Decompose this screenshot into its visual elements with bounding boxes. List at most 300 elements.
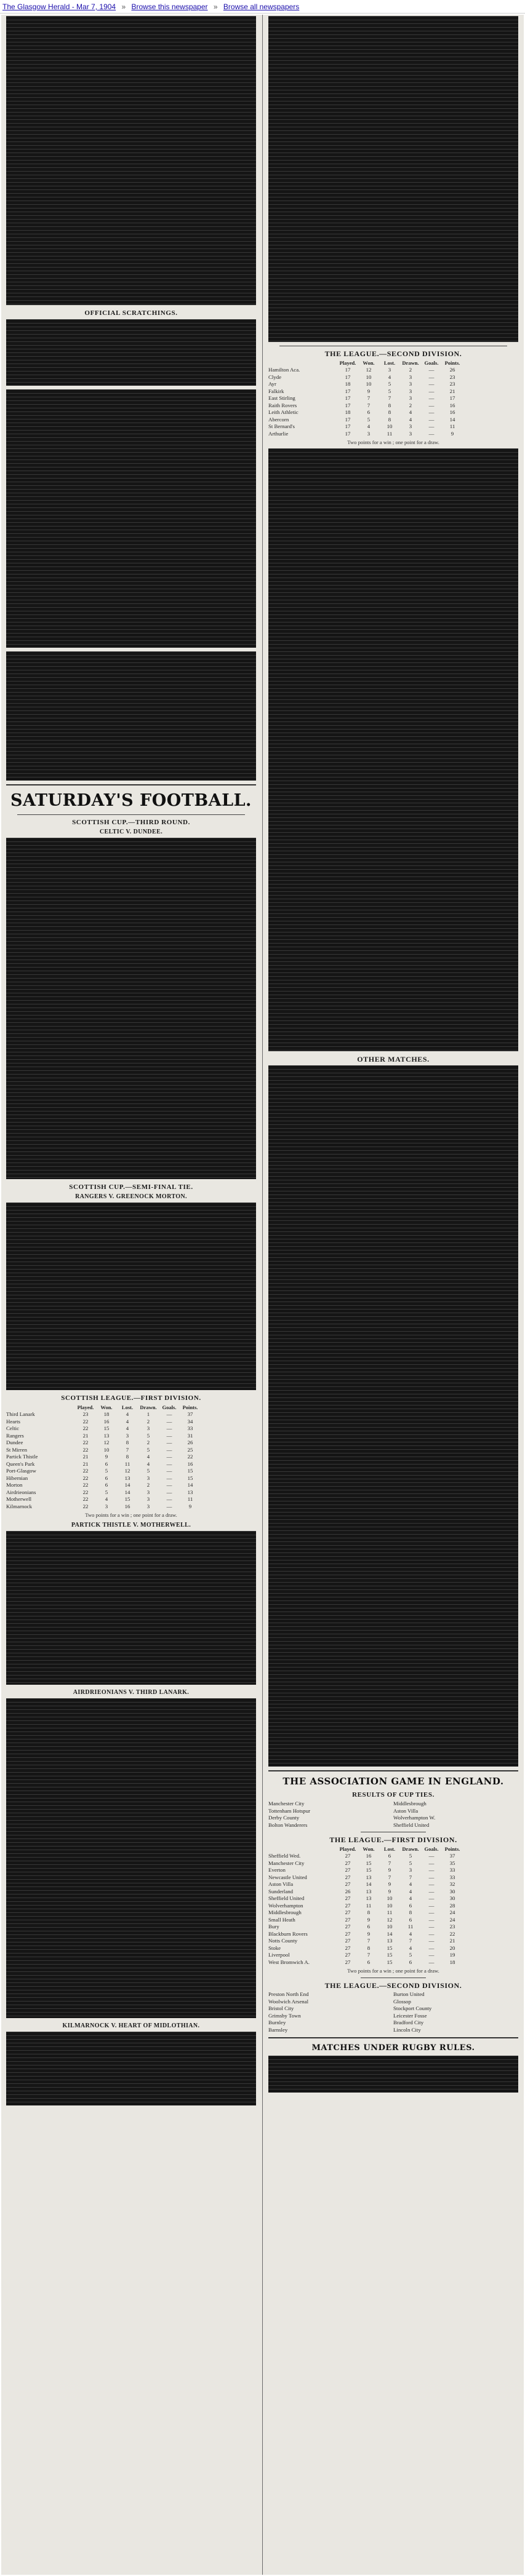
result-row <box>268 1822 518 1829</box>
home-team: Bolton Wanderers <box>268 1821 308 1828</box>
league-row <box>268 416 518 424</box>
stat-cell: — <box>166 1425 172 1431</box>
stat-cell: 13 <box>124 1474 130 1481</box>
stat-cell: 13 <box>366 1895 372 1901</box>
team-name: Everton <box>268 1867 286 1873</box>
stat-cell: 6 <box>105 1460 108 1467</box>
stat-cell: 9 <box>388 1867 391 1873</box>
stat-cell: — <box>428 409 435 415</box>
away-team: Bradford City <box>393 2019 424 2025</box>
result-row <box>268 1998 518 2006</box>
league-row <box>268 431 518 438</box>
league-table <box>268 367 518 437</box>
stat-cell: — <box>166 1453 172 1460</box>
stat-cell: 6 <box>105 1482 108 1488</box>
stat-cell: 22 <box>187 1453 193 1460</box>
official-scratchings-heading: OFFICIAL SCRATCHINGS. <box>84 309 178 317</box>
league-second-division-heading: THE LEAGUE.—SECOND DIVISION. <box>324 349 462 358</box>
section-divider <box>17 814 245 815</box>
stat-cell: 18 <box>449 1958 455 1965</box>
stat-cell: 5 <box>146 1432 150 1439</box>
stat-cell: 13 <box>103 1432 110 1439</box>
league-first-division-heading: SCOTTISH LEAGUE.—FIRST DIVISION. <box>61 1394 201 1402</box>
stat-cell: 3 <box>146 1474 150 1481</box>
stat-cell: 14 <box>366 1881 372 1887</box>
separator: » <box>213 2 218 11</box>
stat-cell: 37 <box>187 1411 193 1417</box>
stat-cell: 3 <box>367 430 371 437</box>
stat-cell: 5 <box>388 388 391 394</box>
article-text-block <box>6 319 256 386</box>
league-table-header: Played. Won. Lost. Drawn. Goals. Points. <box>339 360 460 366</box>
stat-cell: — <box>428 1930 435 1937</box>
stat-cell: 27 <box>345 1902 351 1909</box>
stat-cell: 3 <box>146 1489 150 1495</box>
stat-cell: — <box>428 1916 435 1923</box>
stat-cell: 3 <box>146 1496 150 1502</box>
team-name: Raith Rovers <box>268 402 297 408</box>
english-league-first-heading: THE LEAGUE.—FIRST DIVISION. <box>329 1835 457 1844</box>
home-team: Manchester City <box>268 1800 305 1807</box>
stat-cell: — <box>428 402 435 408</box>
league-row <box>268 1888 518 1896</box>
stat-cell: — <box>428 1888 435 1894</box>
stat-cell: 4 <box>105 1496 108 1502</box>
team-name: Stoke <box>268 1944 281 1951</box>
stat-cell: 33 <box>449 1867 455 1873</box>
cup-ties-heading: RESULTS OF CUP TIES. <box>352 1791 435 1799</box>
home-team: Burnley <box>268 2019 286 2025</box>
league-row <box>268 1938 518 1945</box>
league-row <box>268 388 518 396</box>
semi-final-heading: SCOTTISH CUP.—SEMI-FINAL TIE. <box>69 1183 193 1191</box>
stat-cell: 1 <box>146 1411 150 1417</box>
cup-results-list <box>268 1800 518 1829</box>
team-name: Hibernian <box>6 1474 28 1481</box>
stat-cell: 22 <box>82 1439 89 1445</box>
english-league-second-heading: THE LEAGUE.—SECOND DIVISION. <box>324 1981 462 1990</box>
stat-cell: 27 <box>345 1930 351 1937</box>
away-team: Burton United <box>393 1991 425 1997</box>
league-row <box>268 402 518 410</box>
stat-cell: 4 <box>388 373 391 380</box>
result-row <box>268 2027 518 2034</box>
section-divider <box>268 2037 518 2038</box>
stat-cell: 5 <box>409 1859 412 1866</box>
stat-cell: — <box>166 1468 172 1474</box>
team-name: Airdrieonians <box>6 1489 36 1495</box>
league-note: Two points for a win ; one point for a draw. <box>347 1968 439 1974</box>
league-table-header: Played. Won. Lost. Drawn. Goals. Points. <box>339 1846 460 1852</box>
column-rule <box>262 15 263 2575</box>
stat-cell: 15 <box>187 1474 193 1481</box>
stat-cell: 3 <box>146 1503 150 1509</box>
stat-cell: 27 <box>345 1916 351 1923</box>
stat-cell: 27 <box>345 1853 351 1859</box>
stat-cell: 27 <box>345 1958 351 1965</box>
stat-cell: 31 <box>187 1432 193 1439</box>
stat-cell: — <box>166 1432 172 1439</box>
stat-cell: 8 <box>367 1944 371 1951</box>
stat-cell: 27 <box>345 1944 351 1951</box>
stat-cell: 4 <box>409 1881 412 1887</box>
match-report <box>6 1531 256 1685</box>
stat-cell: — <box>428 381 435 387</box>
stat-cell: 15 <box>366 1859 372 1866</box>
stat-cell: 9 <box>367 1916 371 1923</box>
league-row <box>268 409 518 416</box>
stat-cell: — <box>166 1503 172 1509</box>
stat-cell: 17 <box>345 373 351 380</box>
team-name: Newcastle United <box>268 1874 307 1880</box>
league-row <box>268 1923 518 1931</box>
league-row <box>268 423 518 431</box>
stat-cell: 13 <box>187 1489 193 1495</box>
stat-cell: 15 <box>187 1468 193 1474</box>
stat-cell: 9 <box>388 1888 391 1894</box>
stat-cell: 8 <box>388 409 391 415</box>
stat-cell: 9 <box>451 430 454 437</box>
stat-cell: 7 <box>388 395 391 401</box>
scottish-cup-heading: SCOTTISH CUP.—THIRD ROUND. <box>72 819 190 826</box>
team-name: Wolverhampton <box>268 1902 303 1909</box>
stat-cell: 32 <box>449 1881 455 1887</box>
team-name: Morton <box>6 1482 23 1488</box>
separator: » <box>121 2 126 11</box>
league-row <box>268 1867 518 1874</box>
stat-cell: 3 <box>409 388 412 394</box>
league-row <box>6 1418 256 1426</box>
stat-cell: 9 <box>388 1881 391 1887</box>
browse-all-link[interactable]: Browse all newspapers <box>223 2 300 11</box>
results-list <box>268 1991 518 2033</box>
stat-cell: 22 <box>82 1482 89 1488</box>
away-team: Wolverhampton W. <box>393 1815 436 1821</box>
stat-cell: — <box>428 1874 435 1880</box>
article-text-block <box>6 16 256 305</box>
league-row <box>268 367 518 374</box>
stat-cell: 3 <box>388 367 391 373</box>
team-name: Port-Glasgow <box>6 1468 36 1474</box>
league-row <box>6 1439 256 1447</box>
team-name: Sheffield Wed. <box>268 1853 301 1859</box>
stat-cell: 28 <box>449 1902 455 1909</box>
stat-cell: 20 <box>449 1944 455 1951</box>
stat-cell: — <box>166 1439 172 1445</box>
stat-cell: 22 <box>449 1930 455 1937</box>
stat-cell: 24 <box>449 1916 455 1923</box>
stat-cell: 4 <box>409 1888 412 1894</box>
stat-cell: 11 <box>449 423 455 429</box>
stat-cell: 7 <box>367 1952 371 1958</box>
stat-cell: 7 <box>388 1859 391 1866</box>
stat-cell: 13 <box>366 1888 372 1894</box>
away-team: Glossop <box>393 1998 411 2005</box>
league-row <box>268 374 518 381</box>
stat-cell: — <box>428 423 435 429</box>
league-row <box>6 1425 256 1433</box>
stat-cell: 17 <box>345 423 351 429</box>
stat-cell: 13 <box>387 1938 393 1944</box>
stat-cell: 5 <box>146 1446 150 1453</box>
result-row <box>268 1800 518 1808</box>
result-row <box>268 2013 518 2020</box>
stat-cell: 26 <box>187 1439 193 1445</box>
stat-cell: — <box>428 1938 435 1944</box>
stat-cell: 25 <box>187 1446 193 1453</box>
stat-cell: 27 <box>345 1923 351 1930</box>
stat-cell: 23 <box>82 1411 89 1417</box>
stat-cell: 16 <box>124 1503 130 1509</box>
stat-cell: 5 <box>409 1853 412 1859</box>
stat-cell: 9 <box>367 388 371 394</box>
home-team: Derby County <box>268 1815 300 1821</box>
stat-cell: 15 <box>124 1496 130 1502</box>
stat-cell: — <box>166 1474 172 1481</box>
stat-cell: 22 <box>82 1468 89 1474</box>
stat-cell: 21 <box>82 1432 89 1439</box>
stat-cell: 17 <box>345 388 351 394</box>
stat-cell: 6 <box>367 1923 371 1930</box>
stat-cell: 3 <box>126 1432 129 1439</box>
stat-cell: — <box>166 1460 172 1467</box>
league-row <box>268 1881 518 1888</box>
league-note: Two points for a win ; one point for a draw. <box>347 439 439 445</box>
stat-cell: 17 <box>345 430 351 437</box>
stat-cell: 6 <box>388 1853 391 1859</box>
stat-cell: 2 <box>146 1439 150 1445</box>
association-game-heading: THE ASSOCIATION GAME IN ENGLAND. <box>283 1776 504 1787</box>
team-name: Small Heath <box>268 1916 295 1923</box>
stat-cell: 13 <box>366 1874 372 1880</box>
match-reports-block <box>268 448 518 1051</box>
rangers-morton-heading: RANGERS V. GREENOCK MORTON. <box>75 1193 187 1200</box>
team-name: Queen's Park <box>6 1460 35 1467</box>
stat-cell: — <box>428 1859 435 1866</box>
stat-cell: — <box>428 395 435 401</box>
stat-cell: 23 <box>449 373 455 380</box>
league-row <box>6 1411 256 1418</box>
stat-cell: 7 <box>126 1446 129 1453</box>
team-name: St Bernard's <box>268 423 295 429</box>
stat-cell: 27 <box>345 1867 351 1873</box>
match-report <box>6 1203 256 1390</box>
stat-cell: 17 <box>345 395 351 401</box>
stat-cell: 12 <box>103 1439 110 1445</box>
stat-cell: — <box>428 373 435 380</box>
home-team: Woolwich Arsenal <box>268 1998 309 2005</box>
stat-cell: 27 <box>345 1938 351 1944</box>
stat-cell: 11 <box>187 1496 193 1502</box>
stat-cell: 10 <box>387 423 393 429</box>
stat-cell: 17 <box>345 402 351 408</box>
stat-cell: 11 <box>387 430 393 437</box>
article-text-block <box>268 16 518 342</box>
rugby-heading: MATCHES UNDER RUGBY RULES. <box>311 2043 475 2053</box>
league-row <box>268 1945 518 1952</box>
team-name: Notts County <box>268 1938 298 1944</box>
stat-cell: 22 <box>82 1425 89 1431</box>
newspaper-title-link[interactable]: The Glasgow Herald - Mar 7, 1904 <box>2 2 116 11</box>
stat-cell: 33 <box>449 1874 455 1880</box>
league-row <box>6 1461 256 1468</box>
home-team: Grimsby Town <box>268 2012 301 2019</box>
stat-cell: 4 <box>126 1425 129 1431</box>
result-row <box>268 1808 518 1815</box>
stat-cell: 4 <box>409 409 412 415</box>
away-team: Sheffield United <box>393 1821 430 1828</box>
stat-cell: 24 <box>449 1909 455 1915</box>
league-note: Two points for a win ; one point for a draw. <box>85 1512 177 1518</box>
team-name: Sunderland <box>268 1888 294 1894</box>
stat-cell: 16 <box>187 1460 193 1467</box>
stat-cell: — <box>428 1952 435 1958</box>
stat-cell: 7 <box>367 402 371 408</box>
league-table <box>268 1853 518 1966</box>
stat-cell: 17 <box>449 395 455 401</box>
stat-cell: — <box>428 1909 435 1915</box>
team-name: Ayr <box>268 381 276 387</box>
stat-cell: 10 <box>366 381 372 387</box>
stat-cell: 15 <box>387 1958 393 1965</box>
result-row <box>268 1815 518 1822</box>
team-name: Liverpool <box>268 1952 290 1958</box>
league-row <box>268 1860 518 1867</box>
league-row <box>268 395 518 402</box>
stat-cell: 8 <box>126 1439 129 1445</box>
kilmarnock-hearts-heading: KILMARNOCK V. HEART OF MIDLOTHIAN. <box>62 2022 200 2029</box>
stat-cell: — <box>428 1944 435 1951</box>
team-name: Clyde <box>268 373 282 380</box>
other-matches-heading: OTHER MATCHES. <box>357 1055 430 1063</box>
section-divider <box>268 1770 518 1771</box>
stat-cell: — <box>166 1411 172 1417</box>
stat-cell: — <box>428 367 435 373</box>
stat-cell: 6 <box>409 1958 412 1965</box>
browse-newspaper-link[interactable]: Browse this newspaper <box>131 2 208 11</box>
stat-cell: — <box>428 1867 435 1873</box>
result-row <box>268 2019 518 2027</box>
stat-cell: 18 <box>345 409 351 415</box>
home-team: Preston North End <box>268 1991 309 1997</box>
match-report <box>6 2032 256 2105</box>
stat-cell: 4 <box>409 1895 412 1901</box>
stat-cell: — <box>428 416 435 423</box>
result-row <box>268 2005 518 2013</box>
stat-cell: 14 <box>187 1482 193 1488</box>
league-row <box>6 1503 256 1511</box>
team-name: Rangers <box>6 1432 24 1439</box>
stat-cell: 11 <box>366 1902 372 1909</box>
stat-cell: 11 <box>387 1909 393 1915</box>
stat-cell: 10 <box>366 373 372 380</box>
stat-cell: 5 <box>388 381 391 387</box>
team-name: Hamilton Aca. <box>268 367 300 373</box>
stat-cell: 7 <box>409 1874 412 1880</box>
league-row <box>268 1959 518 1966</box>
partick-motherwell-heading: PARTICK THISTLE V. MOTHERWELL. <box>71 1522 191 1529</box>
stat-cell: 19 <box>449 1952 455 1958</box>
stat-cell: — <box>428 1895 435 1901</box>
stat-cell: 10 <box>387 1902 393 1909</box>
league-row <box>6 1453 256 1461</box>
stat-cell: 22 <box>82 1503 89 1509</box>
team-name: Manchester City <box>268 1859 305 1866</box>
team-name: Bury <box>268 1923 279 1930</box>
league-row <box>6 1475 256 1482</box>
stat-cell: 15 <box>387 1944 393 1951</box>
league-row <box>268 381 518 388</box>
home-team: Barnsley <box>268 2026 288 2033</box>
airdrie-third-lanark-heading: AIRDRIEONIANS V. THIRD LANARK. <box>73 1689 190 1696</box>
league-table-header: Played. Won. Lost. Drawn. Goals. Points. <box>77 1404 198 1410</box>
home-team: Tottenham Hotspur <box>268 1807 311 1814</box>
stat-cell: 8 <box>409 1909 412 1915</box>
team-name: Middlesbrough <box>268 1909 302 1915</box>
team-name: Kilmarnock <box>6 1503 33 1509</box>
stat-cell: 34 <box>187 1418 193 1425</box>
stat-cell: 26 <box>449 367 455 373</box>
league-row <box>6 1433 256 1440</box>
stat-cell: 27 <box>345 1952 351 1958</box>
league-row <box>268 1874 518 1882</box>
stat-cell: 27 <box>345 1881 351 1887</box>
stat-cell: 3 <box>409 381 412 387</box>
stat-cell: 27 <box>345 1895 351 1901</box>
stat-cell: 4 <box>409 1944 412 1951</box>
match-report <box>6 838 256 1179</box>
team-name: Leith Athletic <box>268 409 299 415</box>
stat-cell: 3 <box>409 373 412 380</box>
stat-cell: 14 <box>124 1482 130 1488</box>
stat-cell: 2 <box>409 402 412 408</box>
team-name: Motherwell <box>6 1496 32 1502</box>
team-name: East Stirling <box>268 395 295 401</box>
team-name: Celtic <box>6 1425 20 1431</box>
stat-cell: 5 <box>105 1489 108 1495</box>
stat-cell: 9 <box>367 1930 371 1937</box>
stat-cell: 26 <box>345 1888 351 1894</box>
stat-cell: 12 <box>124 1468 130 1474</box>
stat-cell: 4 <box>367 423 371 429</box>
stat-cell: 15 <box>387 1952 393 1958</box>
stat-cell: 21 <box>82 1460 89 1467</box>
stat-cell: 22 <box>82 1474 89 1481</box>
away-team: Leicester Fosse <box>393 2012 427 2019</box>
team-name: Falkirk <box>268 388 284 394</box>
stat-cell: 21 <box>449 1938 455 1944</box>
stat-cell: 3 <box>409 423 412 429</box>
stat-cell: 14 <box>387 1930 393 1937</box>
stat-cell: 16 <box>449 409 455 415</box>
stat-cell: 10 <box>103 1446 110 1453</box>
stat-cell: — <box>428 1853 435 1859</box>
stat-cell: 21 <box>82 1453 89 1460</box>
team-name: Aston Villa <box>268 1881 294 1887</box>
stat-cell: 15 <box>366 1867 372 1873</box>
left-column <box>4 15 258 2575</box>
league-row <box>6 1468 256 1475</box>
stat-cell: 16 <box>449 402 455 408</box>
stat-cell: 23 <box>449 1923 455 1930</box>
stat-cell: 17 <box>345 416 351 423</box>
stat-cell: 3 <box>409 1867 412 1873</box>
stat-cell: 7 <box>367 395 371 401</box>
article-text-block <box>6 389 256 648</box>
team-name: Dundee <box>6 1439 23 1445</box>
section-divider <box>6 784 256 785</box>
stat-cell: 12 <box>387 1916 393 1923</box>
